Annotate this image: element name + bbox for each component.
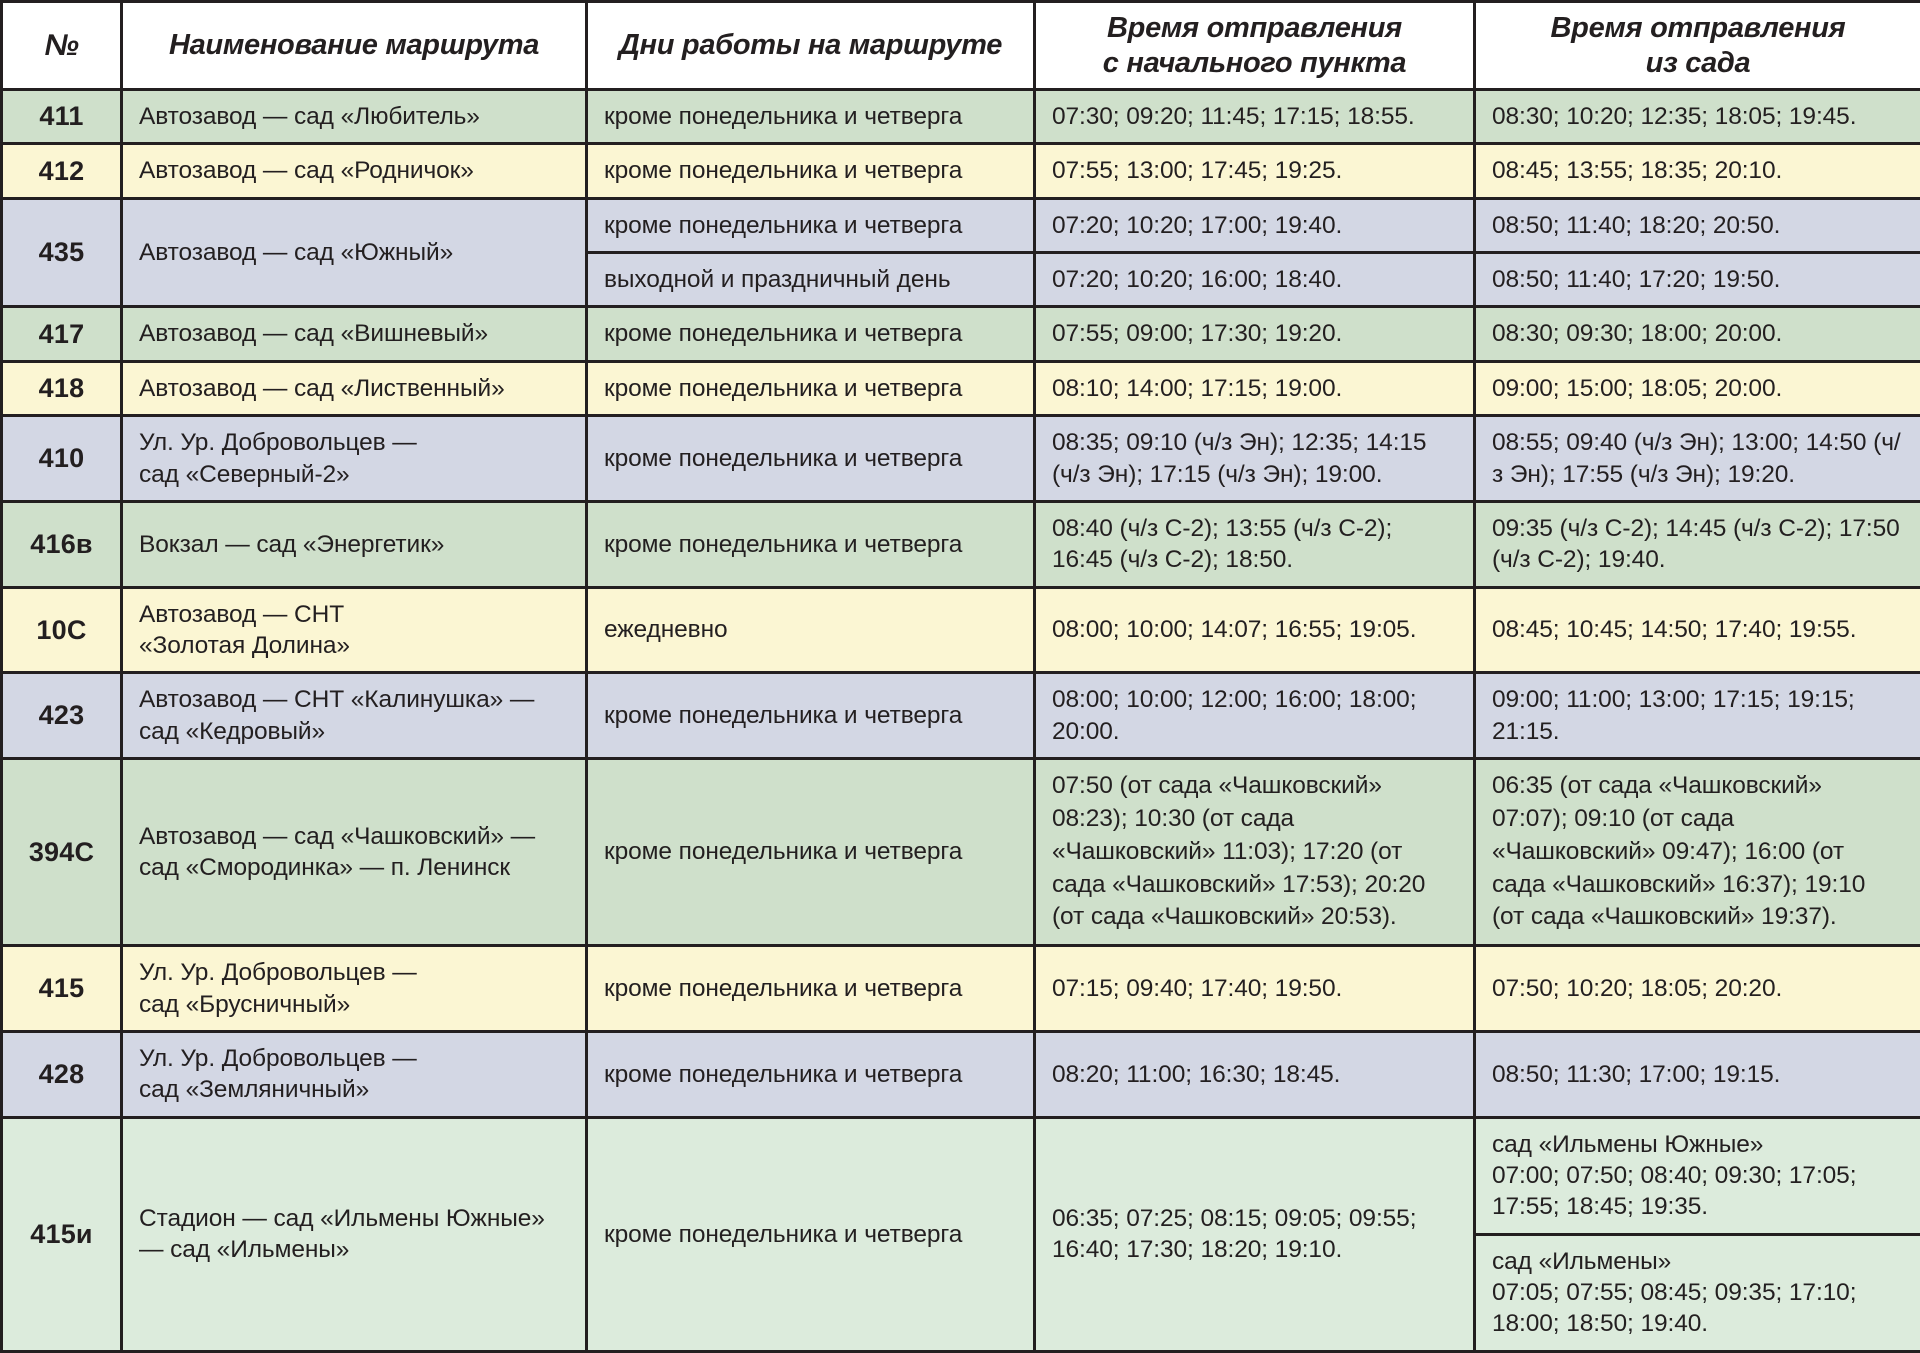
table-row xyxy=(2,1117,1920,1351)
route-name: Ул. Ур. Добровольцев — сад «Земляничный» xyxy=(122,1031,587,1117)
work-days: кроме понедельника и четверга xyxy=(587,946,1035,1032)
table-row xyxy=(2,307,1920,361)
departure-start: 07:15; 09:40; 17:40; 19:50. xyxy=(1035,946,1475,1032)
table-row xyxy=(2,946,1920,1032)
route-name: Стадион — сад «Ильмены Южные» — сад «Ильмены» xyxy=(122,1117,587,1351)
route-number: 423 xyxy=(2,673,122,759)
route-name: Автозавод — СНТ «Калинушка» — сад «Кедровый» xyxy=(122,673,587,759)
departure-garden: 08:30; 09:30; 18:00; 20:00. xyxy=(1475,307,1920,361)
departure-garden: 08:55; 09:40 (ч/з Эн); 13:00; 14:50 (ч/з Эн); 17:55 (ч/з Эн); 19:20. xyxy=(1475,416,1920,502)
departure-start: 07:30; 09:20; 11:45; 17:15; 18:55. xyxy=(1035,90,1475,144)
table-row xyxy=(2,361,1920,415)
route-name: Автозавод — сад «Родничок» xyxy=(122,144,587,198)
header-num: № xyxy=(2,2,122,90)
work-days: кроме понедельника и четверга xyxy=(587,1117,1035,1351)
route-number: 411 xyxy=(2,90,122,144)
departure-start: 08:20; 11:00; 16:30; 18:45. xyxy=(1035,1031,1475,1117)
header-departure-garden-line1: Время отправления xyxy=(1551,12,1846,44)
table-row xyxy=(2,673,1920,759)
table-row xyxy=(2,144,1920,198)
route-name: Ул. Ур. Добровольцев — сад «Северный-2» xyxy=(122,416,587,502)
departure-garden-group xyxy=(1476,1119,1920,1235)
garden-group-title: сад «Ильмены» xyxy=(1492,1246,1904,1277)
departure-garden-group xyxy=(1476,1234,1920,1350)
departure-garden: 08:50; 11:30; 17:00; 19:15. xyxy=(1475,1031,1920,1117)
route-name: Ул. Ур. Добровольцев — сад «Брусничный» xyxy=(122,946,587,1032)
departure-start: 08:35; 09:10 (ч/з Эн); 12:35; 14:15 (ч/з Эн); 17:15 (ч/з Эн); 19:00. xyxy=(1035,416,1475,502)
departure-start: 07:55; 09:00; 17:30; 19:20. xyxy=(1035,307,1475,361)
work-days: кроме понедельника и четверга xyxy=(587,361,1035,415)
work-days: кроме понедельника и четверга xyxy=(587,307,1035,361)
header-departure-garden xyxy=(1475,2,1920,90)
route-name: Автозавод — сад «Вишневый» xyxy=(122,307,587,361)
route-number: 417 xyxy=(2,307,122,361)
work-days: кроме понедельника и четверга xyxy=(587,90,1035,144)
departure-garden: 09:35 (ч/з С-2); 14:45 (ч/з С-2); 17:50 (ч/з С-2); 19:40. xyxy=(1475,501,1920,587)
work-days: выходной и праздничный день xyxy=(588,253,1033,306)
departure-start: 08:10; 14:00; 17:15; 19:00. xyxy=(1035,361,1475,415)
table-body xyxy=(2,90,1920,1352)
departure-garden: 09:00; 15:00; 18:05; 20:00. xyxy=(1475,361,1920,415)
route-number: 10С xyxy=(2,587,122,673)
table-row xyxy=(2,501,1920,587)
header-departure-garden-line2: из сада xyxy=(1646,47,1751,79)
departure-start: 08:40 (ч/з С-2); 13:55 (ч/з С-2); 16:45 (ч/з С-2); 18:50. xyxy=(1035,501,1475,587)
route-number: 416в xyxy=(2,501,122,587)
table-row xyxy=(2,198,1920,307)
route-number: 418 xyxy=(2,361,122,415)
departure-garden: 08:45; 10:45; 14:50; 17:40; 19:55. xyxy=(1475,587,1920,673)
departure-garden: 08:50; 11:40; 17:20; 19:50. xyxy=(1476,253,1920,306)
table-row xyxy=(2,587,1920,673)
garden-group-times: 07:00; 07:50; 08:40; 09:30; 17:05; 17:55; 18:45; 19:35. xyxy=(1492,1160,1904,1223)
header-departure-start xyxy=(1035,2,1475,90)
route-name: Автозавод — сад «Южный» xyxy=(122,198,587,307)
route-number: 394С xyxy=(2,759,122,946)
departure-start-split xyxy=(1035,198,1475,307)
header-row xyxy=(2,2,1920,90)
garden-group-times: 07:05; 07:55; 08:45; 09:35; 17:10; 18:00; 18:50; 19:40. xyxy=(1492,1277,1904,1340)
route-name: Автозавод — сад «Чашковский» — сад «Смородинка» — п. Ленинск xyxy=(122,759,587,946)
route-name: Автозавод — сад «Лиственный» xyxy=(122,361,587,415)
departure-garden-split xyxy=(1475,1117,1920,1351)
departure-start: 06:35; 07:25; 08:15; 09:05; 09:55; 16:40; 17:30; 18:20; 19:10. xyxy=(1035,1117,1475,1351)
work-days: ежедневно xyxy=(587,587,1035,673)
table-row xyxy=(2,759,1920,946)
header-route-name: Наименование маршрута xyxy=(122,2,587,90)
table-header xyxy=(2,2,1920,90)
route-name: Вокзал — сад «Энергетик» xyxy=(122,501,587,587)
garden-group-title: сад «Ильмены Южные» xyxy=(1492,1129,1904,1160)
departure-garden: 07:50; 10:20; 18:05; 20:20. xyxy=(1475,946,1920,1032)
route-number: 428 xyxy=(2,1031,122,1117)
work-days: кроме понедельника и четверга xyxy=(587,1031,1035,1117)
table-row xyxy=(2,416,1920,502)
work-days: кроме понедельника и четверга xyxy=(587,759,1035,946)
work-days: кроме понедельника и четверга xyxy=(587,673,1035,759)
work-days: кроме понедельника и четверга xyxy=(587,501,1035,587)
departure-garden: 08:45; 13:55; 18:35; 20:10. xyxy=(1475,144,1920,198)
table-row xyxy=(2,1031,1920,1117)
departure-start: 07:50 (от сада «Чашковский» 08:23); 10:30 (от сада «Чашковский» 11:03); 17:20 (от сада «Чашковский» 17:53); 20:20 (от сада «Чашковский» 20:53). xyxy=(1035,759,1475,946)
header-departure-start-line2: с начального пункта xyxy=(1103,47,1406,79)
departure-start: 07:55; 13:00; 17:45; 19:25. xyxy=(1035,144,1475,198)
route-number: 410 xyxy=(2,416,122,502)
header-departure-start-line1: Время отправления xyxy=(1107,12,1402,44)
route-name: Автозавод — сад «Любитель» xyxy=(122,90,587,144)
departure-start: 08:00; 10:00; 14:07; 16:55; 19:05. xyxy=(1035,587,1475,673)
work-days-split xyxy=(587,198,1035,307)
departure-garden-split xyxy=(1475,198,1920,307)
route-number: 435 xyxy=(2,198,122,307)
departure-garden: 08:50; 11:40; 18:20; 20:50. xyxy=(1476,200,1920,253)
header-work-days: Дни работы на маршруте xyxy=(587,2,1035,90)
departure-start: 07:20; 10:20; 16:00; 18:40. xyxy=(1036,253,1473,306)
route-number: 415и xyxy=(2,1117,122,1351)
work-days: кроме понедельника и четверга xyxy=(587,144,1035,198)
departure-garden: 09:00; 11:00; 13:00; 17:15; 19:15; 21:15. xyxy=(1475,673,1920,759)
work-days: кроме понедельника и четверга xyxy=(588,200,1033,253)
departure-start: 07:20; 10:20; 17:00; 19:40. xyxy=(1036,200,1473,253)
route-number: 412 xyxy=(2,144,122,198)
table-row xyxy=(2,90,1920,144)
departure-start: 08:00; 10:00; 12:00; 16:00; 18:00; 20:00. xyxy=(1035,673,1475,759)
departure-garden: 06:35 (от сада «Чашковский» 07:07); 09:10 (от сада «Чашковский» 09:47); 16:00 (от сада «Чашковский» 16:37); 19:10 (от сада «Чашковский» 19:37). xyxy=(1475,759,1920,946)
route-name: Автозавод — СНТ «Золотая Долина» xyxy=(122,587,587,673)
departure-garden: 08:30; 10:20; 12:35; 18:05; 19:45. xyxy=(1475,90,1920,144)
work-days: кроме понедельника и четверга xyxy=(587,416,1035,502)
route-number: 415 xyxy=(2,946,122,1032)
